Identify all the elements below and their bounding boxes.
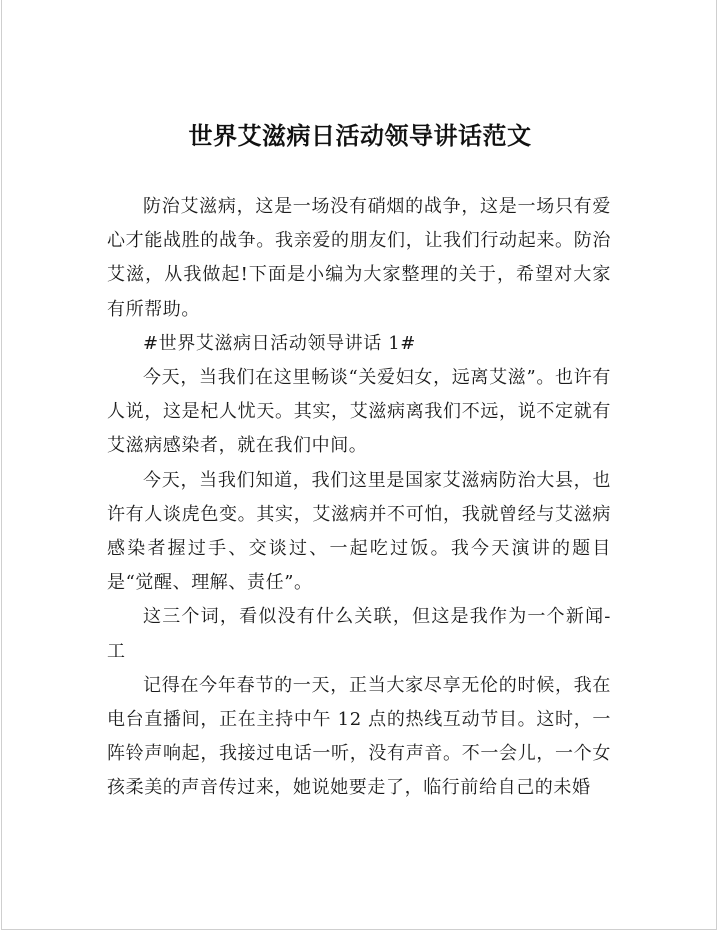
paragraph-intro: 防治艾滋病，这是一场没有硝烟的战争，这是一场只有爱心才能战胜的战争。我亲爱的朋友们，让我们行动起来。防治艾滋，从我做起!下面是小编为大家整理的关于，希望对大家有所帮助。 bbox=[107, 196, 611, 320]
document-body bbox=[107, 190, 611, 806]
document-title: 世界艾滋病日活动领导讲话范文 bbox=[188, 121, 532, 150]
paragraph-4: 记得在今年春节的一天，正当大家尽享无伦的时候，我在电台直播间，正在主持中午 12 点的热线互动节目。这时，一阵铃声响起，我接过电话一听，没有声音。不一会儿，一个女孩柔美的声音传过来，她说她要走了，临行前给自己的未婚 bbox=[107, 674, 611, 799]
paragraph-1: 今天，当我们在这里畅谈“关爱妇女，远离艾滋”。也许有人说，这是杞人忧天。其实，艾滋病离我们不远，说不定就有艾滋病感染者，就在我们中间。 bbox=[107, 367, 611, 457]
paragraph-3: 这三个词，看似没有什么关联，但这是我作为一个新闻-工 bbox=[107, 606, 611, 662]
paragraph-2: 今天，当我们知道，我们这里是国家艾滋病防治大县，也许有人谈虎色变。其实，艾滋病并不可怕，我就曾经与艾滋病感染者握过手、交谈过、一起吃过饭。我今天演讲的题目是“觉醒、理解、责任”。 bbox=[107, 469, 611, 594]
paragraph-section-heading: #世界艾滋病日活动领导讲话 1# bbox=[143, 332, 416, 354]
